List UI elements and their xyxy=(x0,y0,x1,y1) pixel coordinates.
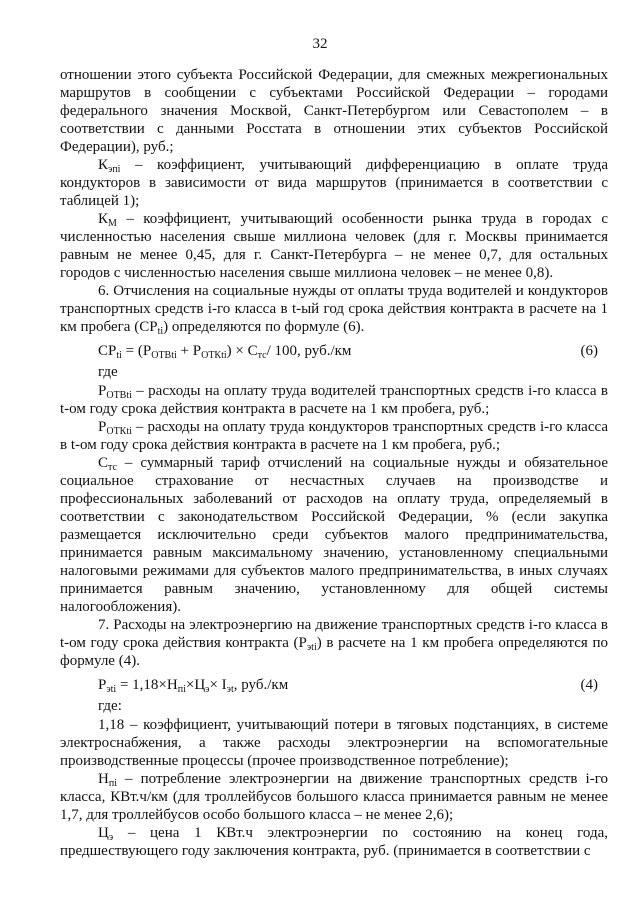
paragraph: $Р_{ОТВti}$ – расходы на оплату труда водителей транспортных средств i-го класса в t-ом году срока действия контракта в расчете на 1 км пробега, руб.; xyxy=(60,383,608,417)
paragraph: $Р_{ОТКti}$ – расходы на оплату труда кондукторов транспортных средств i-го класса в t-ом году срока действия контракта в расчете на 1 км пробега, руб.; xyxy=(60,419,608,453)
where-label: где xyxy=(98,364,118,380)
formula-number: (6) xyxy=(580,343,598,359)
paragraph: 1,18 – коэффициент, учитывающий потери в тяговых подстанциях, в системе электроснабжения, а также расходы электроэнергии на вспомогательные производственные процессы (прочее производственное потребление); xyxy=(60,717,608,769)
formula-6: $СР_{ti} = (Р_{ОТВti} + Р_{ОТКti}) \times С_{тс}/$ 100, руб./км (6) xyxy=(60,340,608,362)
formula-number: (4) xyxy=(580,677,598,693)
paragraph: $Ц_э$ – цена 1 КВт.ч электроэнергии по состоянию на конец года, предшествующего году заключения контракта, руб. (принимается в соответствии с xyxy=(60,825,608,859)
paragraph: отношении этого субъекта Российской Федерации, для смежных межрегиональных маршрутов в сообщении с субъектами Российской Федерации – городами федерального значения Москвой, Санкт-Петербургом или Севастополем – в соответствии с данными Росстата в отношении этих субъектов Российской Федерации), руб.; xyxy=(60,67,608,155)
paragraph: $К_{эпi}$ – коэффициент, учитывающий дифференциацию в оплате труда кондукторов в зависимости от вида маршрутов (принимается в соответствии с таблицей 1); xyxy=(60,157,608,209)
paragraph: $К_М$ – коэффициент, учитывающий особенности рынка труда в городах с численностью населения свыше миллиона человек (для г. Москвы принимается равным не менее 0,45, для г. Санкт-Петербурга – не менее 0,7, для остальных городов с численностью населения свыше миллиона человек – не менее 0,8). xyxy=(60,211,608,281)
document-body xyxy=(60,66,608,860)
paragraph: 7. Расходы на электроэнергию на движение транспортных средств i-го класса в t-ом году срока действия контракта $(Р_{эti})$ в расчете на 1 км пробега определяются по формуле (4). xyxy=(60,617,608,669)
paragraph: $Н_{пi}$ – потребление электроэнергии на движение транспортных средств i-го класса, КВт.ч/км (для троллейбусов большого класса принимается равным не менее 1,7, для троллейбусов особо большого класса – не менее 2,6); xyxy=(60,771,608,823)
where-label: где: xyxy=(98,698,122,714)
page-number: 32 xyxy=(312,36,328,52)
paragraph: $С_{тс}$ – суммарный тариф отчислений на социальные нужды и обязательное социальное страхование от несчастных случаев на производстве и профессиональных заболеваний от расходов на оплату труда, определяемый в соответствии с законодательством Российской Федерации, % (если закупка размещается исключительно среди субъектов малого предпринимательства, принимается равным максимальному значению, установленному специальными налоговыми режимами для субъектов малого предпринимательства, в иных случаях принимается равным значению, установленному для общей системы налогообложения). xyxy=(60,455,608,615)
paragraph: 6. Отчисления на социальные нужды от оплаты труда водителей и кондукторов транспортных средств i-го класса в t-ый год срока действия контракта в расчете на 1 км пробега $(СР_{ti})$ определяются по формуле (6). xyxy=(60,283,608,337)
formula-4: $Р_{эti} = 1,18\times Н_{пi}\times Ц_э\times I_{эt}$, руб./км (4) xyxy=(60,674,608,696)
